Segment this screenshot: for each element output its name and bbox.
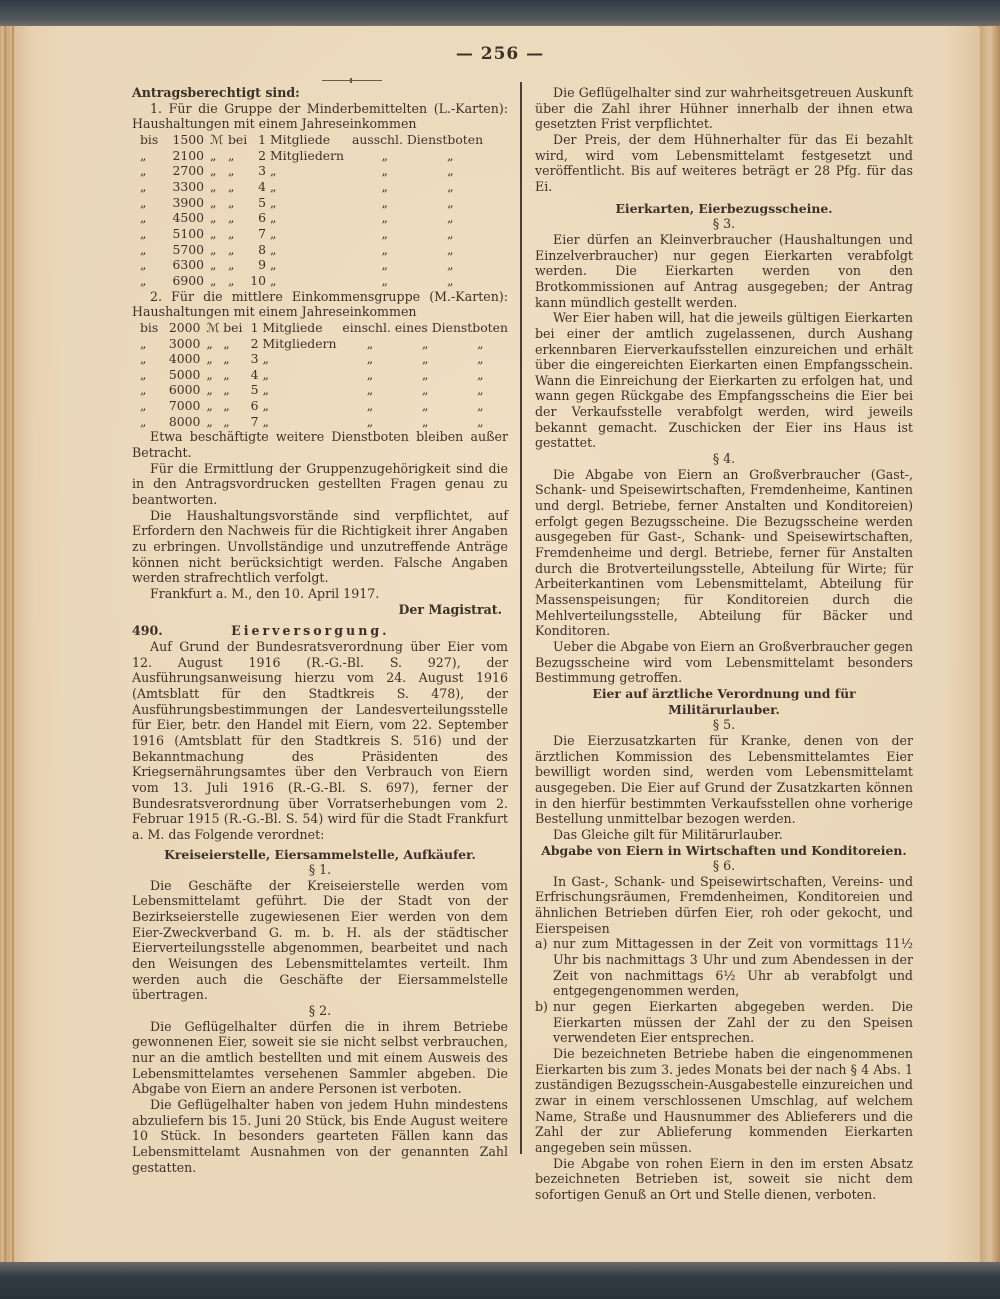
price-paragraph: Der Preis, der dem Hühnerhalter für das Ei bezahlt wird, wird vom Lebensmittelamt festgesetzt und veröffentlicht. Bis auf weiteres beträgt er 28 Pfg. für das Ei. bbox=[535, 131, 913, 194]
paragraph-6-text-2: Die bezeichneten Betriebe haben die eingenommenen Eierkarten bis zum 3. jedes Monats bei der nach § 4 Abs. 1 zuständigen Bezugsschein-Ausgabestelle einzureichen und zwar in einem verschlossenen Umschlag, auf welchem Name, Straße und Hausnummer des Ablieferers und die Zahl der zur Ablieferung kommenden Eierkarten angegeben sein müssen. bbox=[535, 1046, 913, 1155]
ditto-mark: „ bbox=[421, 413, 429, 429]
column-divider bbox=[520, 82, 522, 1154]
member-description: „ bbox=[270, 210, 277, 226]
income-row bbox=[140, 351, 508, 367]
section-heading-aerztlich: Eier auf ärztliche Verordnung und für Militärurlauber. bbox=[592, 685, 856, 717]
member-description: „ bbox=[270, 257, 277, 273]
income-unit: „ bbox=[210, 163, 217, 179]
paragraph-5-text-2: Das Gleiche gilt für Militärurlauber. bbox=[553, 826, 783, 842]
member-description: „ bbox=[270, 225, 277, 241]
income-bei: „ bbox=[228, 241, 235, 257]
list-label: a) bbox=[535, 936, 548, 952]
paragraph-mark-2: § 2. bbox=[308, 1003, 332, 1019]
income-amount: 5700 bbox=[172, 241, 204, 257]
income-bei: „ bbox=[223, 382, 230, 398]
income-unit: „ bbox=[210, 194, 217, 210]
income-unit: „ bbox=[206, 335, 213, 351]
paragraph-mark-4: § 4. bbox=[712, 451, 736, 467]
income-prefix: „ bbox=[140, 163, 147, 179]
paragraph-3-text-2: Wer Eier haben will, hat die jeweils gültigen Eierkarten bei einer der amtlich zugelassenen, durch Aushang erkennbaren Eierverkaufsstellen einzureichen und erhält über die eingereichten Eierkarten einen Empfangsschein. Wann die Einreichung der Eierkarten zu erfolgen hat, und wann gegen Rückgabe des Empfangsscheins die Eier bei der Verkaufsstelle verabfolgt werden, wird jeweils bekannt gemacht. Zuschicken der Eier ins Haus ist gestattet. bbox=[535, 310, 913, 451]
member-description: Mitgliedern bbox=[270, 147, 344, 163]
ditto-mark: „ bbox=[447, 241, 454, 257]
income-row bbox=[140, 367, 508, 383]
member-count: 4 bbox=[258, 178, 266, 194]
income-bei: „ bbox=[228, 178, 235, 194]
member-description: „ bbox=[262, 398, 269, 414]
member-description: „ bbox=[262, 413, 269, 429]
list-text: nur gegen Eierkarten abgegeben werden. Die Eierkarten müssen der Zahl der zu den Speisen verwendeten Eier entsprechen. bbox=[553, 999, 913, 1046]
ditto-mark: „ bbox=[366, 351, 374, 367]
income-bei: „ bbox=[228, 147, 235, 163]
income-amount: 6000 bbox=[168, 382, 201, 398]
ditto-mark: „ bbox=[477, 351, 484, 367]
income-unit: „ bbox=[206, 366, 213, 382]
income-row bbox=[140, 398, 508, 414]
ditto-mark: „ bbox=[447, 163, 454, 179]
income-prefix: „ bbox=[140, 413, 147, 429]
income-amount: 2100 bbox=[172, 147, 204, 163]
servants-note: Etwa beschäftigte weitere Dienstboten bleiben außer Betracht. bbox=[132, 429, 508, 461]
ditto-mark: „ bbox=[381, 257, 388, 273]
paragraph-mark-1: § 1. bbox=[308, 862, 332, 878]
income-row bbox=[140, 257, 483, 273]
income-bei: „ bbox=[228, 194, 235, 210]
income-unit: „ bbox=[206, 398, 213, 414]
income-row bbox=[140, 132, 483, 148]
ordinance-title: Eierversorgung. bbox=[231, 623, 390, 639]
obligation-paragraph: Die Haushaltungsvorstände sind verpflichtet, auf Erfordern den Nachweis für die Richtigkeit ihrer Angaben zu erbringen. Unvollständige und unzutreffende Anträge können nicht berücksichtigt werden. Falsche Angaben werden strafrechtlich verfolgt. bbox=[132, 507, 508, 586]
income-bei: „ bbox=[223, 335, 230, 351]
income-unit: „ bbox=[210, 257, 217, 273]
ditto-mark: „ bbox=[447, 210, 454, 226]
signature: Der Magistrat. bbox=[398, 601, 502, 617]
ditto-mark: „ bbox=[477, 398, 484, 414]
ordinance-number: 490. bbox=[132, 623, 163, 639]
income-bei: „ bbox=[228, 257, 235, 273]
member-count: 3 bbox=[258, 163, 266, 179]
member-description: „ bbox=[262, 351, 269, 367]
ditto-mark: „ bbox=[421, 398, 429, 414]
income-unit: „ bbox=[206, 351, 213, 367]
ditto-mark: „ bbox=[381, 147, 388, 163]
section-heading-eierkarten: Eierkarten, Eierbezugsscheine. bbox=[615, 200, 833, 216]
income-prefix: „ bbox=[140, 210, 147, 226]
ditto-mark: „ bbox=[421, 335, 429, 351]
income-row bbox=[140, 210, 483, 226]
member-count: 10 bbox=[250, 272, 266, 288]
member-count: 8 bbox=[258, 241, 266, 257]
paragraph-4-text-2: Ueber die Abgabe von Eiern an Großverbraucher gegen Bezugsscheine wird vom Lebensmittelamt besonders Bestimmung getroffen. bbox=[535, 638, 913, 686]
group2-income-table bbox=[140, 320, 508, 430]
member-description: „ bbox=[270, 163, 277, 179]
ditto-mark: „ bbox=[381, 210, 388, 226]
income-bei: bei bbox=[223, 319, 243, 335]
member-count: 7 bbox=[258, 225, 266, 241]
income-amount: 1500 bbox=[172, 131, 204, 147]
ditto-mark: „ bbox=[366, 398, 374, 414]
ditto-mark: „ bbox=[447, 225, 454, 241]
member-description: Mitgliede bbox=[270, 131, 331, 147]
income-amount: 3900 bbox=[172, 194, 204, 210]
income-row bbox=[140, 195, 483, 211]
income-row bbox=[140, 242, 483, 258]
income-prefix: „ bbox=[140, 194, 147, 210]
income-row bbox=[140, 273, 483, 289]
ditto-mark: „ bbox=[421, 382, 429, 398]
member-description: Mitgliede bbox=[262, 319, 323, 335]
income-unit: „ bbox=[210, 225, 217, 241]
income-unit: ℳ bbox=[210, 131, 224, 147]
ditto-mark: „ bbox=[447, 147, 454, 163]
income-amount: 3300 bbox=[172, 178, 204, 194]
income-prefix: „ bbox=[140, 257, 147, 273]
ditto-mark: „ bbox=[366, 366, 374, 382]
income-bei: „ bbox=[223, 413, 230, 429]
ditto-mark: „ bbox=[366, 382, 374, 398]
member-description: „ bbox=[262, 366, 269, 382]
ditto-mark: „ bbox=[381, 178, 388, 194]
place-date: Frankfurt a. M., den 10. April 1917. bbox=[150, 586, 380, 601]
member-description: „ bbox=[270, 241, 277, 257]
income-bei: bei bbox=[228, 131, 248, 147]
member-description: „ bbox=[270, 178, 277, 194]
income-amount: 4000 bbox=[168, 351, 201, 367]
income-bei: „ bbox=[228, 272, 235, 288]
income-amount: 6900 bbox=[172, 272, 204, 288]
ditto-mark: „ bbox=[381, 163, 388, 179]
paragraph-6-item-a bbox=[535, 936, 913, 999]
preamble-paragraph: Auf Grund der Bundesratsverordnung über Eier vom 12. August 1916 (R.-G.-Bl. S. 927), der Ausführungsanweisung hierzu vom 24. August 1916 (Amtsblatt für den Stadtkreis S. 478), der Ausführungsbestimmungen der Landesverteilungsstelle für Eier, betr. den Handel mit Eiern, vom 22. September 1916 (Amtsblatt für den Stadtkreis S. 516) und der Bekanntmachung des Präsidenten des Kriegsernährungsamtes über den Verbrauch von Eiern vom 13. Juli 1916 (R.-G.-Bl. S. 697), ferner der Bundesratsverordnung über Vorratserhebungen vom 2. Februar 1915 (R.-G.-Bl. S. 54) wird für die Stadt Frankfurt a. M. das Folgende verordnet: bbox=[132, 638, 508, 842]
ditto-mark: „ bbox=[366, 413, 374, 429]
book-cover-top bbox=[0, 0, 1000, 28]
income-prefix: bis bbox=[140, 131, 159, 147]
paragraph-5-text-1: Die Eierzusatzkarten für Kranke, denen von der ärztlichen Kommission des Lebensmittelamtes Eier bewilligt worden sind, werden vom Lebensmittelamt ausgegeben. Die Eier auf Grund der Zusatzkarten können in den hierfür bestimmten Verkaufsstellen ohne vorherige Bestellung unmittelbar bezogen werden. bbox=[535, 732, 913, 827]
section-heading-wirtschaften: Abgabe von Eiern in Wirtschaften und Konditoreien. bbox=[541, 842, 907, 858]
list-text: nur zum Mittagessen in der Zeit von vormittags 11½ Uhr bis nachmittags 3 Uhr und zum Abendessen in der Zeit von nachmittags 6½ Uhr ab verabfolgt und entgegengenommen werden, bbox=[553, 936, 913, 999]
separator-ornament bbox=[322, 80, 382, 81]
income-prefix: „ bbox=[140, 225, 147, 241]
income-prefix: „ bbox=[140, 351, 147, 367]
group2-intro: 2. Für die mittlere Einkommensgruppe (M.-Karten): Haushaltungen mit einem Jahreseinkommen bbox=[132, 288, 508, 320]
income-bei: „ bbox=[223, 351, 230, 367]
ditto-mark: „ bbox=[447, 257, 454, 273]
income-prefix: „ bbox=[140, 335, 147, 351]
servant-clause: ausschl. Dienstboten bbox=[352, 131, 484, 147]
ditto-mark: „ bbox=[366, 335, 374, 351]
list-label: b) bbox=[535, 999, 548, 1015]
income-unit: „ bbox=[206, 413, 213, 429]
income-prefix: bis bbox=[140, 319, 159, 335]
member-count: 2 bbox=[258, 147, 266, 163]
paragraph-2-text-2: Die Geflügelhalter haben von jedem Huhn mindestens abzuliefern bis 15. Juni 20 Stück, bis Ende August weitere 10 Stück. In besonders gearteten Fällen kann das Lebensmittelamt Ausnahmen von der genannten Zahl gestatten. bbox=[132, 1097, 508, 1175]
income-amount: 7000 bbox=[168, 398, 201, 414]
member-count: 5 bbox=[258, 194, 266, 210]
ditto-mark: „ bbox=[477, 335, 484, 351]
income-bei: „ bbox=[223, 398, 230, 414]
income-row bbox=[140, 336, 508, 352]
income-bei: „ bbox=[228, 225, 235, 241]
member-count: 6 bbox=[250, 398, 259, 414]
member-count: 1 bbox=[258, 131, 266, 147]
income-unit: ℳ bbox=[206, 319, 220, 335]
income-unit: „ bbox=[210, 241, 217, 257]
income-amount: 2000 bbox=[168, 319, 201, 335]
paragraph-mark-6: § 6. bbox=[712, 858, 736, 874]
section-heading-kreiseierstelle: Kreiseierstelle, Eiersammelstelle, Aufkäufer. bbox=[164, 846, 476, 862]
income-unit: „ bbox=[210, 272, 217, 288]
ditto-mark: „ bbox=[421, 351, 429, 367]
determination-paragraph: Für die Ermittlung der Gruppenzugehörigkeit sind die in den Antragsvordrucken gestellten Fragen genau zu beantworten. bbox=[132, 460, 508, 508]
income-row bbox=[140, 148, 483, 164]
book-cover-bottom bbox=[0, 1262, 1000, 1299]
ditto-mark: „ bbox=[421, 366, 429, 382]
income-amount: 8000 bbox=[168, 413, 201, 429]
paragraph-6-intro: In Gast-, Schank- und Speisewirtschaften, Vereins- und Erfrischungsräumen, Fremdenheimen, Konditoreien und ähnlichen Betrieben dürfen Eier, roh oder gekocht, und Eierspeisen bbox=[535, 873, 913, 936]
ditto-mark: „ bbox=[477, 413, 484, 429]
member-count: 2 bbox=[250, 335, 259, 351]
ditto-mark: „ bbox=[447, 272, 454, 288]
income-prefix: „ bbox=[140, 178, 147, 194]
paragraph-1-text: Die Geschäfte der Kreiseierstelle werden vom Lebensmittelamt geführt. Die der Stadt von der Bezirkseierstelle zugewiesenen Eier werden von dem Eier-Zweckverband G. m. b. H. als der städtischer Eierverteilungsstelle abgenommen, bearbeitet und nach den Weisungen des Lebensmittelamtes verteilt. Ihm werden auch die Geschäfte der Eiersammelstelle übertragen. bbox=[132, 877, 508, 1003]
member-count: 1 bbox=[250, 319, 259, 335]
income-amount: 6300 bbox=[172, 257, 204, 273]
ditto-mark: „ bbox=[381, 225, 388, 241]
member-count: 7 bbox=[250, 413, 259, 429]
member-description: Mitgliedern bbox=[262, 335, 337, 351]
ditto-mark: „ bbox=[381, 194, 388, 210]
income-unit: „ bbox=[210, 178, 217, 194]
page-number: — 256 — bbox=[455, 44, 545, 64]
income-prefix: „ bbox=[140, 272, 147, 288]
income-prefix: „ bbox=[140, 366, 147, 382]
income-bei: „ bbox=[228, 210, 235, 226]
income-amount: 5000 bbox=[168, 366, 201, 382]
member-count: 5 bbox=[250, 382, 259, 398]
member-count: 6 bbox=[258, 210, 266, 226]
group1-intro: 1. Für die Gruppe der Minderbemittelten (L.-Karten): Haushaltungen mit einem Jahreseinkommen bbox=[132, 100, 508, 132]
income-amount: 5100 bbox=[172, 225, 204, 241]
member-count: 4 bbox=[250, 366, 259, 382]
eligibility-heading: Antragsberechtigt sind: bbox=[132, 85, 300, 100]
income-prefix: „ bbox=[140, 398, 147, 414]
paragraph-mark-5: § 5. bbox=[712, 717, 736, 733]
income-row bbox=[140, 382, 508, 398]
ordinance-header bbox=[132, 623, 508, 639]
servant-clause: einschl. eines Dienstboten bbox=[342, 319, 508, 335]
income-prefix: „ bbox=[140, 241, 147, 257]
income-bei: „ bbox=[223, 366, 230, 382]
paragraph-2-text-1: Die Geflügelhalter dürfen die in ihrem Betriebe gewonnenen Eier, soweit sie sie nicht selbst verbrauchen, nur an die amtlich bestellten und mit einem Ausweis des Lebensmittelamtes versehenen Sammler abgeben. Die Abgabe von Eiern an andere Personen ist verboten. bbox=[132, 1018, 508, 1097]
income-amount: 3000 bbox=[168, 335, 201, 351]
member-count: 9 bbox=[258, 257, 266, 273]
member-count: 3 bbox=[250, 351, 259, 367]
book-fore-edge bbox=[980, 26, 1000, 1266]
income-unit: „ bbox=[206, 382, 213, 398]
ditto-mark: „ bbox=[381, 241, 388, 257]
member-description: „ bbox=[270, 194, 277, 210]
ditto-mark: „ bbox=[477, 382, 484, 398]
income-row bbox=[140, 320, 508, 336]
paragraph-6-item-b bbox=[535, 999, 913, 1046]
income-row bbox=[140, 226, 483, 242]
income-unit: „ bbox=[210, 147, 217, 163]
member-description: „ bbox=[270, 272, 277, 288]
ditto-mark: „ bbox=[381, 272, 388, 288]
ditto-mark: „ bbox=[447, 194, 454, 210]
info-obligation-paragraph: Die Geflügelhalter sind zur wahrheitsgetreuen Auskunft über die Zahl ihrer Hühner innerhalb der ihnen etwa gesetzten Frist verpflichtet. bbox=[535, 85, 913, 132]
left-column bbox=[132, 85, 508, 1175]
income-amount: 2700 bbox=[172, 163, 204, 179]
paragraph-mark-3: § 3. bbox=[712, 216, 736, 232]
income-row bbox=[140, 414, 508, 430]
income-row bbox=[140, 179, 483, 195]
income-prefix: „ bbox=[140, 147, 147, 163]
income-row bbox=[140, 163, 483, 179]
group1-income-table bbox=[140, 132, 483, 289]
ditto-mark: „ bbox=[447, 178, 454, 194]
income-prefix: „ bbox=[140, 382, 147, 398]
income-bei: „ bbox=[228, 163, 235, 179]
right-column bbox=[535, 85, 913, 1203]
member-description: „ bbox=[262, 382, 269, 398]
income-unit: „ bbox=[210, 210, 217, 226]
paragraph-3-text-1: Eier dürfen an Kleinverbraucher (Haushaltungen und Einzelverbraucher) nur gegen Eierkarten verabfolgt werden. Die Eierkarten werden von den Brotkommissionen auf Antrag ausgegeben; der Antrag kann mündlich gestellt werden. bbox=[535, 231, 913, 310]
paragraph-4-text-1: Die Abgabe von Eiern an Großverbraucher (Gast-, Schank- und Speisewirtschaften, Fremdenheime, Kantinen und dergl. Betriebe, ferner Anstalten und Konditoreien) erfolgt gegen Bezugsscheine. Die Bezugsscheine werden ausgegeben für Gast-, Schank- und Speisewirtschaften, Fremdenheime und dergl. Betriebe, ferner für Anstalten durch die Brotverteilungsstelle, Abteilung für Wirte; für Arbeiterkantinen vom Lebensmittelamt, Abteilung für Massenspeisungen; für Konditoreien durch die Mehlverteilungsstelle, Abteilung für Bäcker und Konditoren. bbox=[535, 466, 913, 639]
income-amount: 4500 bbox=[172, 210, 204, 226]
ditto-mark: „ bbox=[477, 366, 484, 382]
paragraph-6-text-3: Die Abgabe von rohen Eiern in den im ersten Absatz bezeichneten Betrieben ist, soweit sie nicht dem sofortigen Genuß an Ort und Stelle dienen, verboten. bbox=[535, 1155, 913, 1202]
